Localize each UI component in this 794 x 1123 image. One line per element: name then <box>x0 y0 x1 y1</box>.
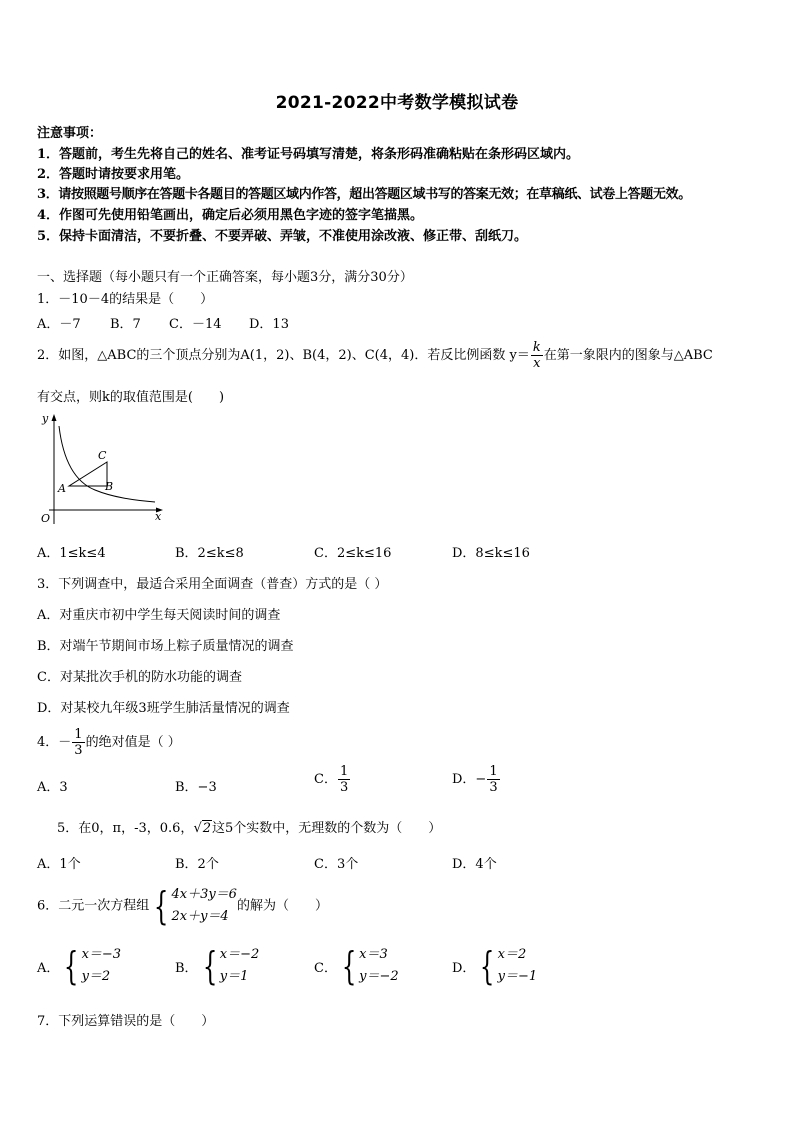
q4-option-b: B．−3 <box>175 780 217 795</box>
q6-eq1: 4x＋3y＝6 <box>171 887 237 902</box>
label-c: C <box>98 449 107 462</box>
y-axis-arrow <box>52 414 57 421</box>
section-heading: 一、选择题（每小题只有一个正确答案，每小题3分，满分30分） <box>37 270 413 285</box>
brace-icon: { <box>480 944 495 988</box>
q4-option-d <box>452 764 501 795</box>
notice-item-5: 5．保持卡面清洁，不要折叠、不要弄破、弄皱，不准使用涂改液、修正带、刮纸刀。 <box>37 229 528 244</box>
q6-equation-system <box>149 884 237 928</box>
q2-option-d: D．8≤k≤16 <box>452 546 530 561</box>
notice-item-1: 1．答题前，考生先将自己的姓名、准考证号码填写清楚，将条形码准确粘贴在条形码区域内。 <box>37 147 580 162</box>
q5-stem <box>57 817 441 836</box>
q2-option-c: C．2≤k≤16 <box>314 546 392 561</box>
q6-option-d-x: x＝2 <box>497 947 527 962</box>
q1-option-c: C．－14 <box>169 317 222 332</box>
q3-option-c: C．对某批次手机的防水功能的调查 <box>37 670 242 685</box>
q4-option-d-label: D．− <box>452 772 487 787</box>
q6-option-d <box>452 944 537 988</box>
q5-stem-b: 这5个实数中，无理数的个数为（ ） <box>212 821 442 836</box>
brace-icon: { <box>202 944 217 988</box>
q2-fraction-denominator: x <box>533 356 541 371</box>
label-origin: O <box>41 512 51 525</box>
q4-option-c-label: C． <box>314 772 337 787</box>
q5-option-a: A．1个 <box>37 857 81 872</box>
q6-option-d-y: y＝−1 <box>497 969 538 984</box>
q4-stem-a: 4．－ <box>37 735 72 750</box>
notice-item-2: 2．答题时请按要求用笔。 <box>37 167 190 182</box>
q4-stem-b: 的绝对值是（ ） <box>85 735 181 750</box>
q4-fraction <box>72 727 84 758</box>
q1-option-b: B．7 <box>110 317 141 332</box>
label-y: y <box>42 412 49 425</box>
q2-fraction-numerator: k <box>532 340 541 355</box>
q6-option-a-x: x＝−3 <box>81 947 122 962</box>
q3-stem: 3．下列调查中，最适合采用全面调查（普查）方式的是（ ） <box>37 577 388 592</box>
q4-option-d-denominator: 3 <box>489 780 498 795</box>
q4-option-d-fraction <box>487 764 499 795</box>
notice-heading: 注意事项： <box>37 126 103 141</box>
notice-item-4: 4．作图可先使用铅笔画出，确定后必须用黑色字迹的签字笔描黑。 <box>37 208 424 223</box>
q4-option-c <box>314 764 351 795</box>
brace-icon: { <box>154 884 169 928</box>
q6-option-b-x: x＝−2 <box>219 947 260 962</box>
q2-stem-b: 在第一象限内的图象与△ABC <box>543 348 713 363</box>
q1-option-a: A．－7 <box>37 317 81 332</box>
q5-option-d: D．4个 <box>452 857 497 872</box>
q6-option-b <box>175 944 259 988</box>
page-title: 2021-2022中考数学模拟试卷 <box>275 93 519 113</box>
q2-figure <box>37 410 167 528</box>
q2-option-b: B．2≤k≤8 <box>175 546 244 561</box>
notice-item-3: 3．请按照题号顺序在答题卡各题目的答题区域内作答，超出答题区域书写的答案无效；在草稿纸、试卷上答题无效。 <box>37 187 691 202</box>
q5-option-c: C．3个 <box>314 857 359 872</box>
q4-option-c-fraction <box>338 764 350 795</box>
label-a: A <box>58 482 66 495</box>
q7-stem: 7．下列运算错误的是（ ） <box>37 1014 215 1029</box>
q4-option-a: A．3 <box>37 780 68 795</box>
q6-option-b-label: B． <box>175 960 198 976</box>
q6-eq2: 2x＋y＝4 <box>171 909 229 924</box>
q6-stem <box>37 884 328 928</box>
q1-stem: 1．－10－4的结果是（ ） <box>37 292 214 307</box>
q4-option-d-numerator: 1 <box>489 764 498 779</box>
q6-option-a <box>37 944 121 988</box>
q2-stem-a: 2．如图，△ABC的三个顶点分别为A(1，2)、B(4，2)、C(4，4)．若反比例函数 y＝ <box>37 348 530 363</box>
q6-option-c <box>314 944 399 988</box>
q6-option-c-label: C． <box>314 960 337 976</box>
label-x: x <box>155 510 162 523</box>
label-b: B <box>105 480 114 493</box>
sqrt-symbol: √2 <box>193 821 212 836</box>
q6-stem-a: 6．二元一次方程组 <box>37 898 150 914</box>
q6-stem-b: 的解为（ ） <box>236 898 328 914</box>
q5-stem-a: 5．在0，π，-3，0.6， <box>57 821 194 836</box>
q6-option-b-y: y＝1 <box>219 969 249 984</box>
q3-option-a: A．对重庆市初中学生每天阅读时间的调查 <box>37 608 281 623</box>
q6-option-c-x: x＝3 <box>359 947 388 962</box>
q6-option-a-label: A． <box>37 960 60 976</box>
q4-fraction-denominator: 3 <box>74 743 83 758</box>
q4-option-c-numerator: 1 <box>339 764 349 779</box>
q6-option-d-label: D． <box>452 960 476 976</box>
q6-option-a-y: y＝2 <box>81 969 111 984</box>
q4-option-c-denominator: 3 <box>339 780 349 795</box>
sqrt-radicand: 2 <box>202 821 212 836</box>
brace-icon: { <box>64 944 79 988</box>
q2-stem-line1 <box>37 340 713 371</box>
q4-stem <box>37 727 181 758</box>
q3-option-d: D．对某校九年级3班学生肺活量情况的调查 <box>37 701 290 716</box>
brace-icon: { <box>341 944 357 988</box>
q4-fraction-numerator: 1 <box>74 727 83 742</box>
q2-fraction <box>531 340 543 371</box>
q2-stem-line2: 有交点，则k的取值范围是( ) <box>37 390 225 405</box>
q3-option-b: B．对端午节期间市场上粽子质量情况的调查 <box>37 639 294 654</box>
q2-option-a: A．1≤k≤4 <box>37 546 106 561</box>
q1-option-d: D．13 <box>249 317 289 332</box>
q6-option-c-y: y＝−2 <box>359 969 399 984</box>
q5-option-b: B．2个 <box>175 857 219 872</box>
